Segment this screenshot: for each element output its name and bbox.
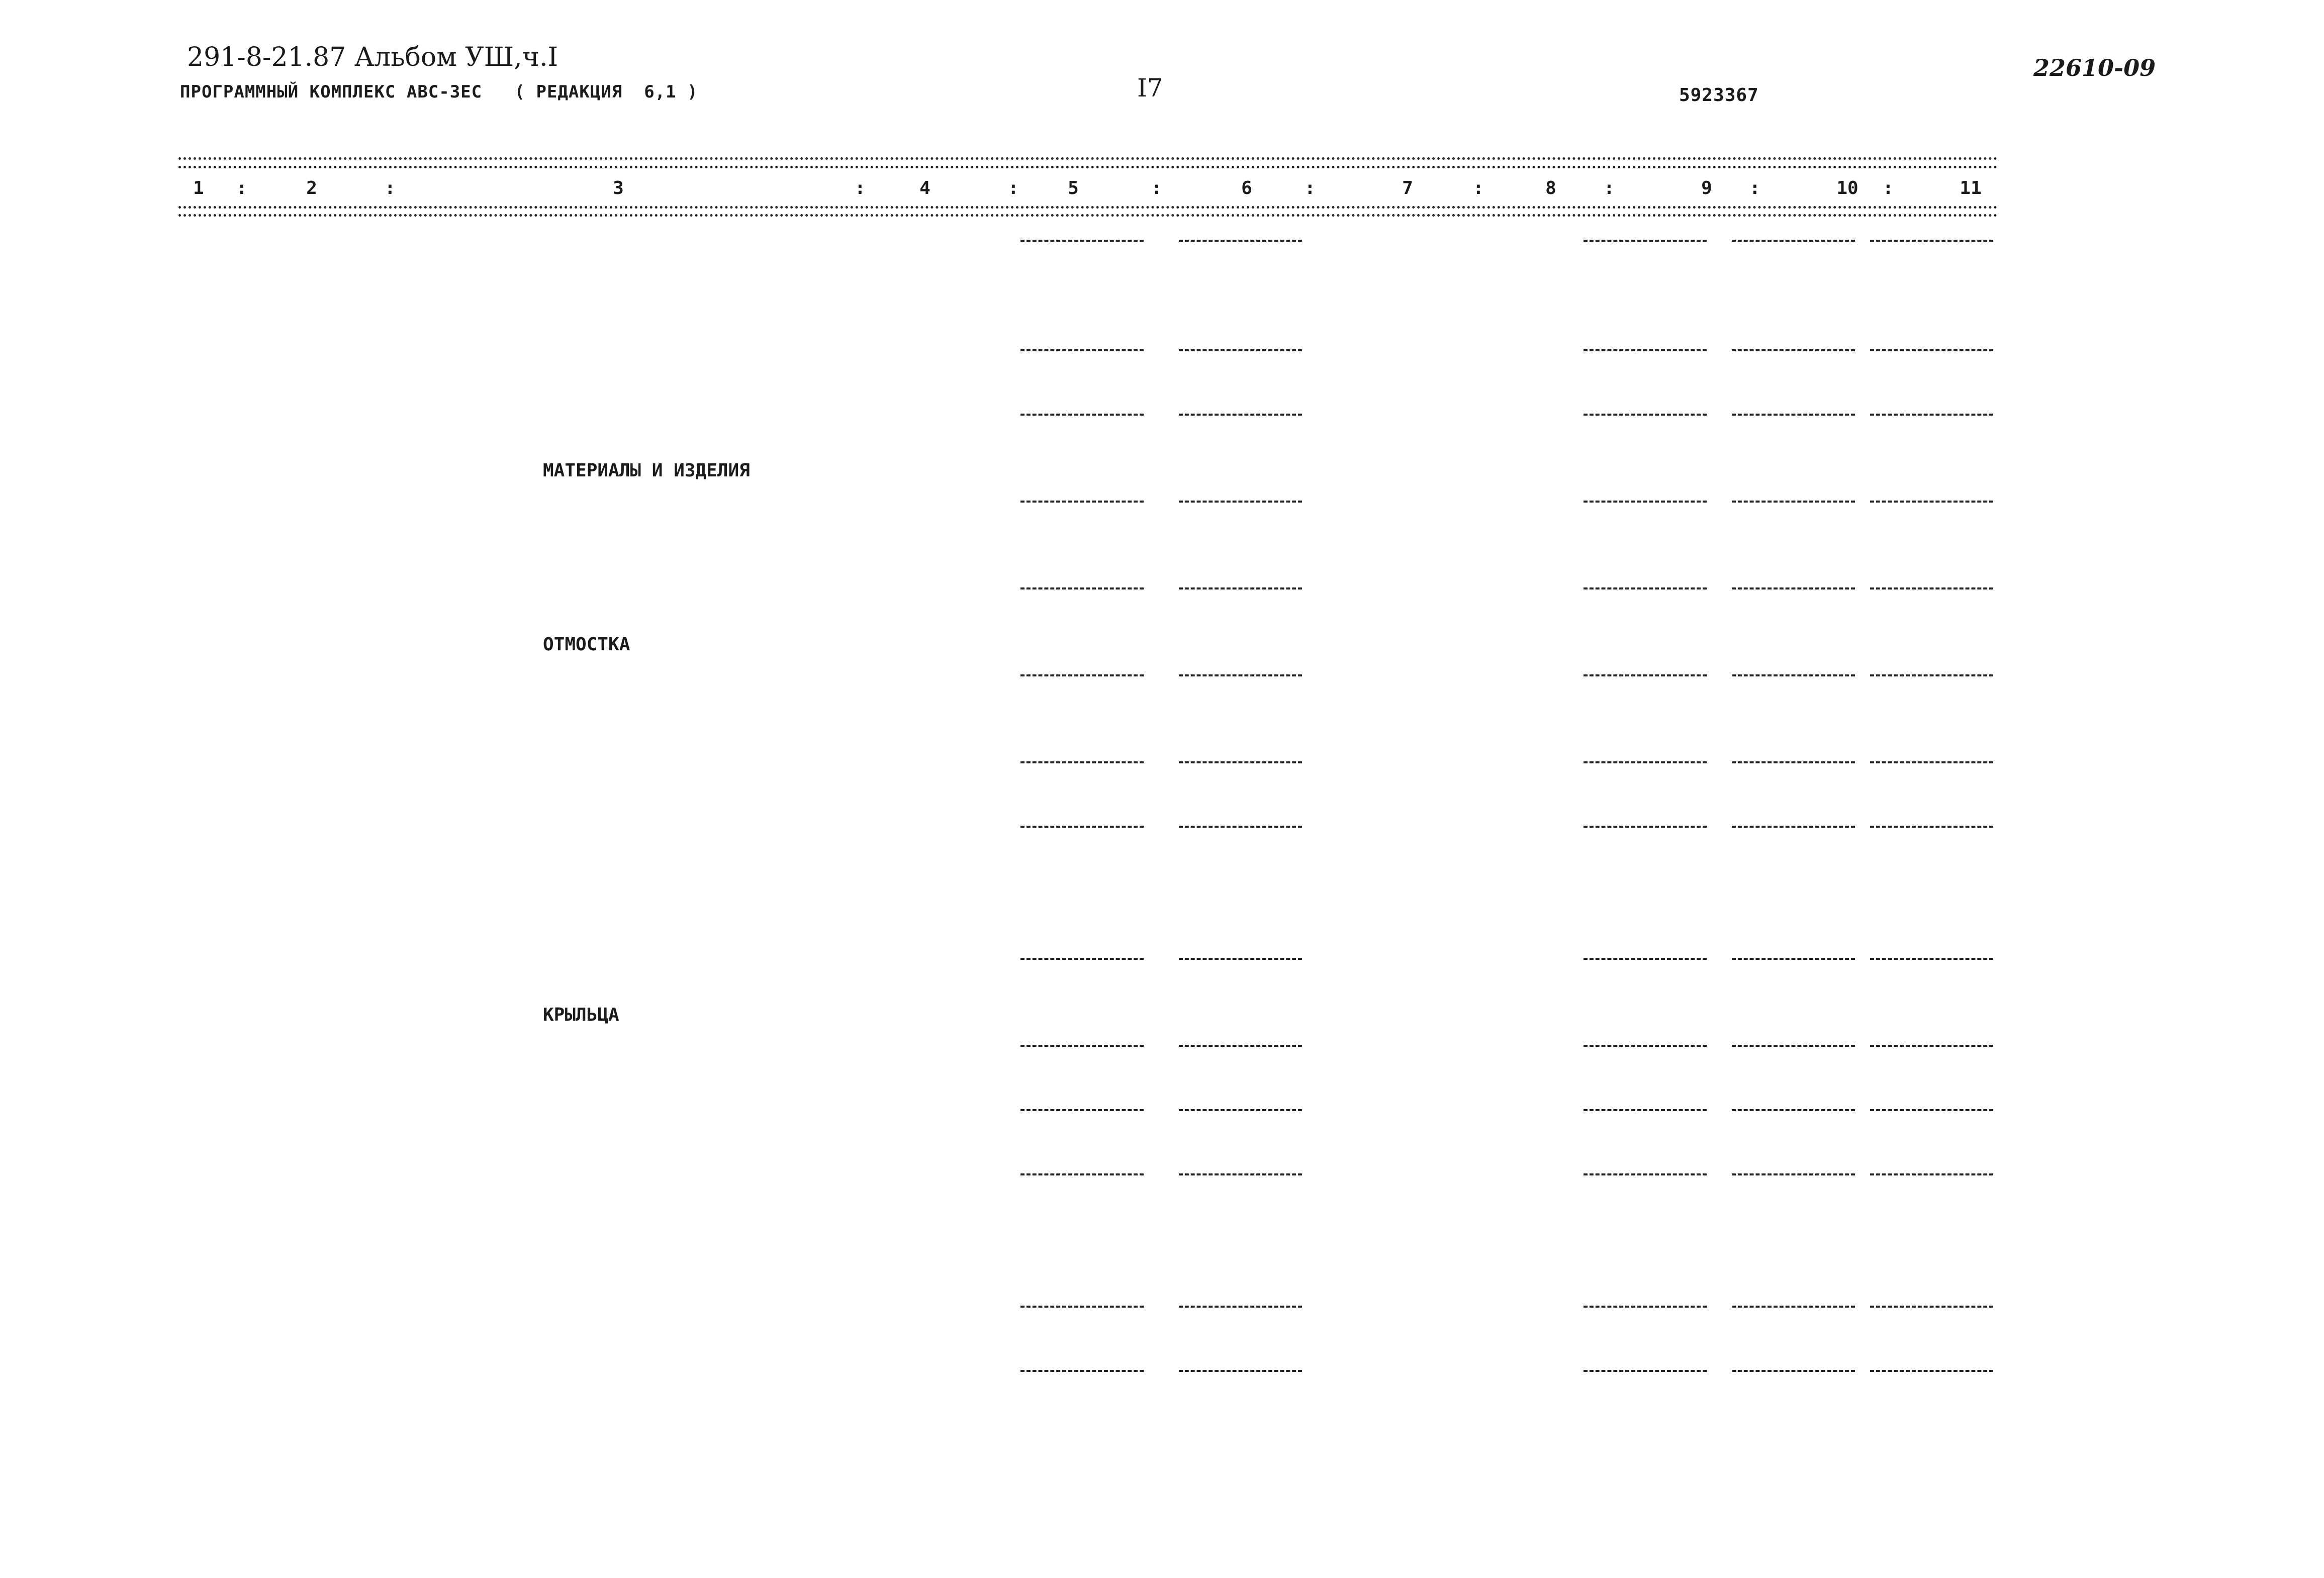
program-line: ПРОГРАММНЫЙ КОМПЛЕКС АВС-ЗЕС ( РЕДАКЦИЯ 6,1 )	[180, 82, 698, 102]
row-divider-line	[1179, 958, 1302, 960]
row-divider-line	[1870, 1173, 1993, 1175]
album-title: 291-8-21.87 Альбом УШ,ч.I	[187, 42, 559, 72]
row-divider-line	[1870, 1370, 1993, 1372]
column-header-2: 2	[306, 178, 317, 199]
row-divider-line	[1179, 1109, 1302, 1111]
row-divider-line	[1732, 1370, 1855, 1372]
row-divider-line	[1870, 826, 1993, 828]
row-divider-line	[1020, 349, 1144, 351]
column-separator: :	[1151, 178, 1162, 199]
table-top-rule-2	[178, 166, 1998, 168]
row-divider-line	[1870, 1109, 1993, 1111]
column-separator: :	[236, 178, 247, 199]
row-divider-line	[1732, 587, 1855, 589]
row-divider-line	[1179, 1045, 1302, 1047]
row-divider-line	[1732, 826, 1855, 828]
column-header-11: 11	[1960, 178, 1982, 199]
row-divider-line	[1870, 240, 1993, 242]
row-divider-line	[1732, 1045, 1855, 1047]
column-separator: :	[1305, 178, 1316, 199]
row-divider-line	[1179, 501, 1302, 503]
row-divider-line	[1732, 349, 1855, 351]
row-divider-line	[1584, 1370, 1707, 1372]
row-divider-line	[1732, 414, 1855, 416]
row-divider-line	[1732, 240, 1855, 242]
row-divider-line	[1870, 1045, 1993, 1047]
row-divider-line	[1732, 1109, 1855, 1111]
row-divider-line	[1732, 674, 1855, 676]
row-divider-line	[1179, 761, 1302, 763]
row-divider-line	[1020, 1306, 1144, 1308]
column-separator: :	[1749, 178, 1760, 199]
row-divider-line	[1584, 826, 1707, 828]
page-number: I7	[1137, 73, 1163, 103]
column-header-8: 8	[1545, 178, 1556, 199]
row-divider-line	[1732, 1173, 1855, 1175]
row-divider-line	[1179, 1173, 1302, 1175]
column-header-6: 6	[1241, 178, 1252, 199]
row-divider-line	[1732, 761, 1855, 763]
row-divider-line	[1584, 414, 1707, 416]
column-separator: :	[385, 178, 396, 199]
row-divider-line	[1179, 414, 1302, 416]
row-divider-line	[1584, 1045, 1707, 1047]
header-bottom-rule	[178, 206, 1998, 209]
archive-stamp-number: 22610-09	[2033, 54, 2156, 81]
row-divider-line	[1870, 414, 1993, 416]
column-header-5: 5	[1068, 178, 1079, 199]
section-heading: КРЫЛЬЦА	[543, 1005, 619, 1025]
row-divider-line	[1584, 1109, 1707, 1111]
row-divider-line	[1179, 1306, 1302, 1308]
table-row	[0, 0, 2324, 5]
row-divider-line	[1179, 349, 1302, 351]
row-divider-line	[1179, 587, 1302, 589]
column-separator: :	[1883, 178, 1894, 199]
row-divider-line	[1732, 1306, 1855, 1308]
row-divider-line	[1870, 674, 1993, 676]
column-separator: :	[855, 178, 866, 199]
column-header-4: 4	[919, 178, 931, 199]
row-divider-line	[1020, 414, 1144, 416]
row-divider-line	[1020, 958, 1144, 960]
row-divider-line	[1179, 826, 1302, 828]
row-divider-line	[1179, 1370, 1302, 1372]
row-divider-line	[1870, 761, 1993, 763]
row-divider-line	[1870, 958, 1993, 960]
section-heading: ОТМОСТКА	[543, 634, 630, 655]
row-divider-line	[1020, 1173, 1144, 1175]
section-heading: МАТЕРИАЛЫ И ИЗДЕЛИЯ	[543, 460, 750, 481]
table-top-rule	[178, 157, 1998, 160]
row-divider-line	[1870, 349, 1993, 351]
header-bottom-rule-2	[178, 214, 1998, 217]
column-header-7: 7	[1402, 178, 1413, 199]
row-divider-line	[1584, 761, 1707, 763]
column-header-9: 9	[1701, 178, 1712, 199]
row-divider-line	[1020, 761, 1144, 763]
column-header-3: 3	[613, 178, 624, 199]
row-divider-line	[1020, 1370, 1144, 1372]
row-divider-line	[1020, 501, 1144, 503]
row-divider-line	[1020, 1109, 1144, 1111]
row-divider-line	[1020, 674, 1144, 676]
row-divider-line	[1020, 587, 1144, 589]
column-separator: :	[1604, 178, 1615, 199]
column-separator: :	[1008, 178, 1019, 199]
row-divider-line	[1179, 240, 1302, 242]
row-divider-line	[1584, 958, 1707, 960]
document-code: 5923367	[1679, 85, 1759, 106]
row-divider-line	[1732, 958, 1855, 960]
row-divider-line	[1584, 674, 1707, 676]
row-divider-line	[1584, 240, 1707, 242]
row-divider-line	[1584, 501, 1707, 503]
row-divider-line	[1584, 349, 1707, 351]
row-divider-line	[1020, 826, 1144, 828]
column-header-10: 10	[1836, 178, 1858, 199]
row-divider-line	[1020, 240, 1144, 242]
row-divider-line	[1584, 1173, 1707, 1175]
column-separator: :	[1473, 178, 1484, 199]
row-divider-line	[1870, 501, 1993, 503]
row-divider-line	[1870, 587, 1993, 589]
row-divider-line	[1584, 587, 1707, 589]
row-divider-line	[1179, 674, 1302, 676]
column-header-1: 1	[193, 178, 204, 199]
row-divider-line	[1870, 1306, 1993, 1308]
row-divider-line	[1020, 1045, 1144, 1047]
row-divider-line	[1732, 501, 1855, 503]
row-divider-line	[1584, 1306, 1707, 1308]
